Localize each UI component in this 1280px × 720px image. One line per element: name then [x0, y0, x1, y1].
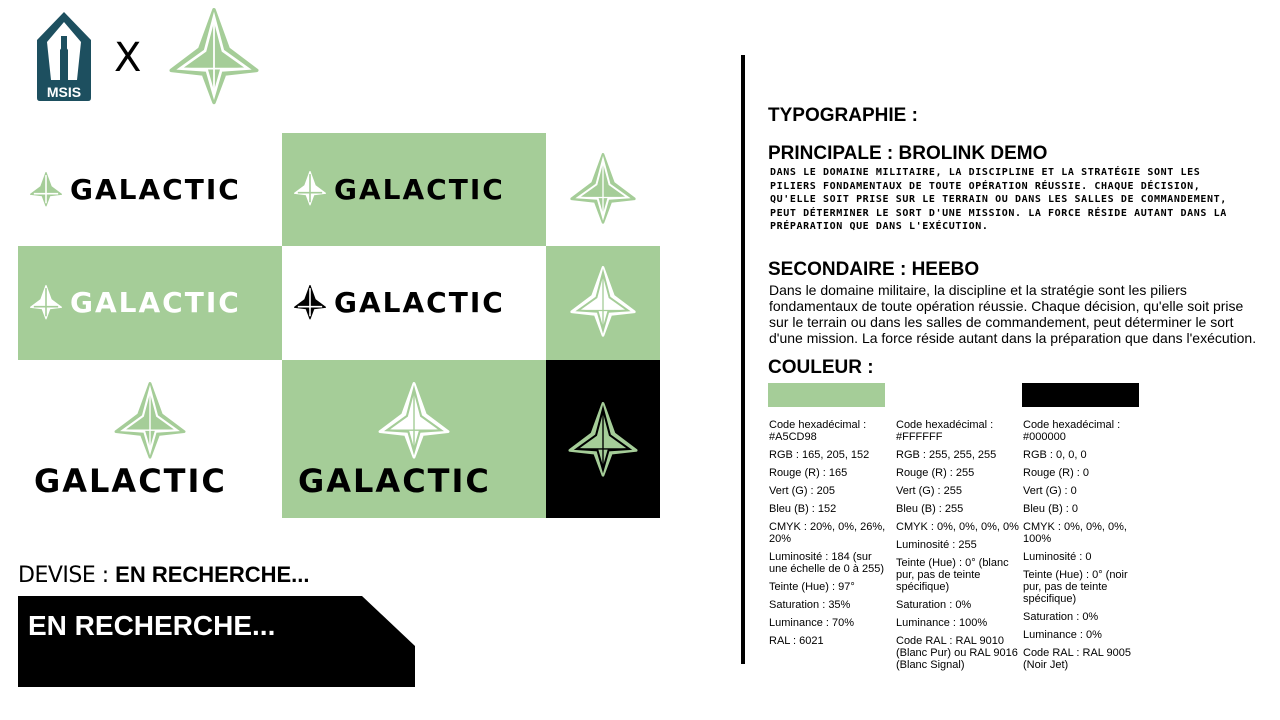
color-spec-line: Vert (G) : 0	[1023, 485, 1077, 497]
logo-cell-green-3	[282, 360, 546, 518]
color-spec-line: Luminosité : 0	[1023, 551, 1092, 563]
ship-icon	[114, 382, 186, 460]
icon-cell-black-3	[546, 360, 660, 518]
color-spec-line: Bleu (B) : 152	[769, 503, 837, 515]
galactic-wordmark: GALACTIC	[334, 286, 505, 319]
color-spec-line: RGB : 255, 255, 255	[896, 449, 997, 461]
colors-title: COULEUR :	[768, 357, 874, 378]
galactic-wordmark: GALACTIC	[70, 286, 241, 319]
devise-label: DEVISE :	[18, 563, 116, 588]
color-swatch-black	[1022, 383, 1139, 407]
ship-icon	[378, 382, 450, 460]
color-spec-line: Luminance : 100%	[896, 617, 988, 629]
color-spec-line: Teinte (Hue) : 0° (noir pur, pas de teinte spécifique)	[1023, 569, 1128, 605]
color-swatch-white	[895, 383, 1012, 407]
color-spec-line: RAL : 6021	[769, 635, 824, 647]
primary-font-heading: PRINCIPALE : BROLINK DEMO	[768, 143, 1048, 164]
color-spec-line: CMYK : 20%, 0%, 26%, 20%	[769, 521, 886, 545]
color-spec-line: Luminosité : 255	[896, 539, 977, 551]
typography-title: TYPOGRAPHIE :	[768, 105, 918, 126]
icon-cell-green-2	[546, 246, 660, 360]
color-spec-line: Saturation : 0%	[1023, 611, 1099, 623]
color-spec-white	[896, 419, 1019, 677]
ship-icon	[30, 284, 62, 321]
color-spec-line: CMYK : 0%, 0%, 0%, 0%	[896, 521, 1019, 533]
color-spec-line: Bleu (B) : 255	[896, 503, 964, 515]
color-spec-line: Code RAL : RAL 9005 (Noir Jet)	[1023, 647, 1132, 671]
color-spec-line: Luminance : 70%	[769, 617, 854, 629]
devise-line	[18, 562, 310, 588]
color-spec-line: Vert (G) : 205	[769, 485, 836, 497]
logo-cell-green-2	[18, 246, 282, 360]
color-spec-line: Luminosité : 184 (sur une échelle de 0 à 255)	[769, 551, 884, 575]
galactic-wordmark: GALACTIC	[298, 462, 491, 500]
galactic-wordmark: GALACTIC	[34, 462, 227, 500]
color-spec-line: Luminance : 0%	[1023, 629, 1102, 641]
ship-icon	[568, 402, 638, 478]
logo-cell-white-1	[18, 133, 282, 246]
logo-cell-green-1	[282, 133, 546, 246]
ship-icon	[294, 284, 326, 321]
primary-font-sample: DANS LE DOMAINE MILITAIRE, LA DISCIPLINE ET LA STRATÉGIE SONT LES PILIERS FONDAMENTAUX DE TOUTE OPÉRATION RÉUSSIE. CHAQUE DÉCISION, QU'ELLE SOIT PRISE SUR LE TERRAIN OU DANS LES SALLES DE COMMANDEMENT, PEUT DÉTERMINER LE SORT D'UNE MISSION. LA FORCE RÉSIDE AUTANT DANS LA PRÉPARATION QUE DANS L'EXÉCUTION.	[770, 167, 1227, 232]
galactic-ship-logo	[168, 8, 260, 106]
vertical-divider	[741, 55, 745, 664]
devise-banner-text: EN RECHERCHE...	[28, 610, 276, 641]
ship-icon	[570, 266, 636, 338]
galactic-wordmark: GALACTIC	[334, 173, 505, 206]
color-spec-line: Teinte (Hue) : 97°	[769, 581, 855, 593]
color-spec-line: RGB : 0, 0, 0	[1023, 449, 1087, 461]
color-spec-line: Code hexadécimal : #FFFFFF	[896, 419, 994, 443]
logo-cell-white-2	[282, 246, 546, 360]
logo-cell-white-3	[18, 360, 282, 518]
color-spec-line: Teinte (Hue) : 0° (blanc pur, pas de teinte spécifique)	[896, 557, 1009, 593]
devise-value: EN RECHERCHE...	[115, 562, 310, 587]
color-spec-line: Rouge (R) : 255	[896, 467, 975, 479]
color-spec-green	[769, 419, 892, 653]
ship-icon	[570, 153, 636, 225]
color-spec-line: Vert (G) : 255	[896, 485, 963, 497]
color-spec-line: Code RAL : RAL 9010 (Blanc Pur) ou RAL 9016 (Blanc Signal)	[896, 635, 1018, 671]
color-spec-black	[1023, 419, 1146, 677]
color-spec-line: Saturation : 0%	[896, 599, 972, 611]
color-spec-line: Code hexadécimal : #A5CD98	[769, 419, 867, 443]
color-spec-line: Rouge (R) : 0	[1023, 467, 1090, 479]
ship-icon	[30, 171, 62, 208]
secondary-font-sample: Dans le domaine militaire, la discipline et la stratégie sont les piliers fondamentaux de toute opération réussie. Chaque décision, qu'elle soit prise sur le terrain ou dans les salles de commandement, peut déterminer le sort d'une mission. La force réside autant dans la préparation que dans l'exécution.	[769, 282, 1257, 346]
secondary-font-heading: SECONDAIRE : HEEBO	[768, 259, 980, 280]
cross-mark: X	[114, 35, 142, 81]
color-spec-line: Rouge (R) : 165	[769, 467, 848, 479]
ship-icon	[294, 170, 326, 207]
color-spec-line: Code hexadécimal : #000000	[1023, 419, 1121, 443]
icon-cell-white-1	[546, 133, 660, 246]
color-swatch-green	[768, 383, 885, 407]
color-spec-line: Bleu (B) : 0	[1023, 503, 1079, 515]
color-spec-line: RGB : 165, 205, 152	[769, 449, 870, 461]
color-spec-line: CMYK : 0%, 0%, 0%, 100%	[1023, 521, 1127, 545]
msis-logo-text: MSIS	[46, 84, 82, 100]
msis-logo	[33, 10, 95, 102]
galactic-wordmark: GALACTIC	[70, 173, 241, 206]
color-spec-line: Saturation : 35%	[769, 599, 851, 611]
